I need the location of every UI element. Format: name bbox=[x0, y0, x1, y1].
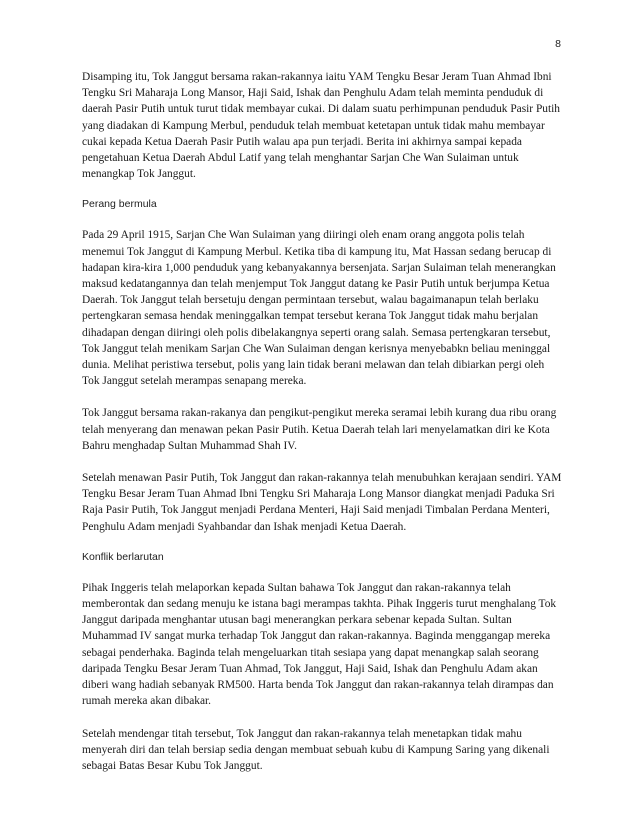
paragraph-perang: Pada 29 April 1915, Sarjan Che Wan Sulaiman yang diiringi oleh enam orang anggota polis telah menemui Tok Janggut di Kampung Merbul. Ketika tiba di kampung itu, Mat Hassan sedang berucap di hadapan kira-kira 1,000 penduduk yang kebanyakannya bersenjata. Sarjan Sulaiman telah menerangkan maksud kedatangannya dan telah menjemput Tok Janggut datang ke Pasir Putih untuk berjumpa Ketua Daerah. Tok Janggut telah bersetuju dengan permintaan tersebut, walau bagaimanapun telah berlaku pertengkaran semasa hendak meninggalkan tempat tersebut kerana Tok Janggut tidak mahu berjalan dihadapan dengan diiringi oleh polis dibelakangnya seperti orang salah. Semasa pertengkaran tersebut, Tok Janggut telah menikam Sarjan Che Wan Sulaiman dengan kerisnya menyebabkn beliau meninggal dunia. Melihat peristiwa tersebut, polis yang lain tidak berani melawan dan telah dibiarkan pergi oleh Tok Janggut setelah merampas senapang mereka. bbox=[82, 229, 556, 388]
paragraph-serangan: Tok Janggut bersama rakan-rakanya dan pengikut-pengikut mereka seramai lebih kurang dua ribu orang telah menyerang dan menawan pekan Pasir Putih. Ketua Daerah telah lari menyelamatkan diri ke Kota Bahru menghadap Sultan Muhammad Shah IV. bbox=[82, 407, 557, 452]
section-heading-perang-bermula: Perang bermula bbox=[82, 198, 157, 211]
section-heading-konflik-berlarutan: Konflik berlarutan bbox=[82, 550, 164, 563]
paragraph-intro: Disamping itu, Tok Janggut bersama rakan-rakannya iaitu YAM Tengku Besar Jeram Tuan Ahmad Ibni Tengku Sri Maharaja Long Mansor, Haji Said, Ishak dan Penghulu Adam telah meminta penduduk di daerah Pasir Putih untuk turut tidak membayar cukai. Di dalam suatu perhimpunan penduduk Pasir Putih yang diadakan di Kampung Merbul, penduduk telah membuat ketetapan untuk tidak mahu membayar cukai kepada Ketua Daerah Pasir Putih walau apa pun terjadi. Berita ini akhirnya sampai kepada pengetahuan Ketua Daerah Abdul Latif yang telah menghantar Sarjan Che Wan Sulaiman untuk menangkap Tok Janggut. bbox=[82, 71, 561, 181]
document-body bbox=[82, 69, 564, 790]
paragraph-kerajaan: Setelah menawan Pasir Putih, Tok Janggut dan rakan-rakannya telah menubuhkan kerajaan sendiri. YAM Tengku Besar Jeram Tuan Ahmad Ibni Tengku Sri Maharaja Long Mansor diangkat menjadi Paduka Sri Raja Pasir Putih, Tok Janggut menjadi Perdana Menteri, Haji Said menjadi Timbalan Perdana Menteri, Penghulu Adam menjadi Syahbandar dan Ishak menjadi Ketua Daerah. bbox=[82, 472, 562, 533]
page-number: 8 bbox=[555, 38, 561, 50]
paragraph-konflik: Pihak Inggeris telah melaporkan kepada Sultan bahawa Tok Janggut dan rakan-rakannya telah memberontak dan sedang menuju ke istana bagi merampas takhta. Pihak Inggeris turut menghalang Tok Janggut daripada menghantar utusan bagi menerangkan perkara sebenar kepada Sultan. Sultan Muhammad IV sangat murka terhadap Tok Janggut dan rakan-rakannya. Baginda menggangap mereka sebagai penderhaka. Baginda telah mengeluarkan titah sesiapa yang dapat menangkap salah seorang daripada Tengku Besar Jeram Tuan Ahmad, Tok Janggut, Haji Said, Ishak dan Penghulu Adam akan diberi wang hadiah sebanyak RM500. Harta benda Tok Janggut dan rakan-rakannya telah dirampas dan rumah mereka akan dibakar. bbox=[82, 581, 557, 708]
paragraph-kubu: Setelah mendengar titah tersebut, Tok Janggut dan rakan-rakannya telah menetapkan tidak mahu menyerah diri dan telah bersiap sedia dengan membuat sebuah kubu di Kampung Saring yang dikenali sebagai Batas Besar Kubu Tok Janggut. bbox=[82, 727, 550, 772]
